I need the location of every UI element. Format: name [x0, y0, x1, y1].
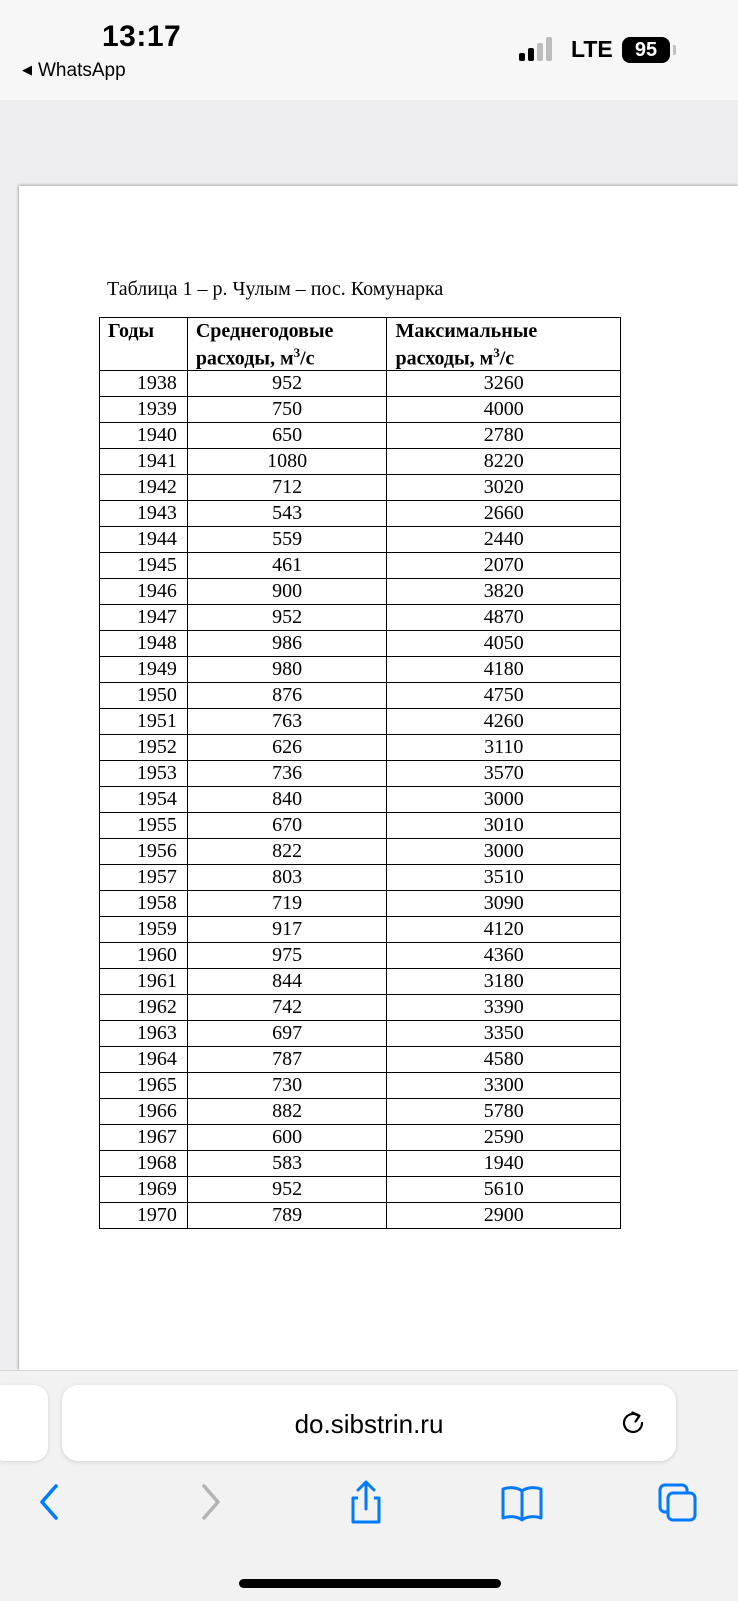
header-max-discharge: Максимальные расходы, $м^3/с$ — [387, 318, 621, 371]
table-row — [100, 968, 621, 994]
table-row — [100, 396, 621, 422]
table-row — [100, 370, 621, 396]
table-row — [100, 1046, 621, 1072]
cell-mean-discharge: 980 — [187, 656, 387, 682]
cell-max-discharge: 5780 — [387, 1098, 621, 1124]
header-mean-discharge: Среднегодовые расходы, $м^3/с$ — [187, 318, 387, 371]
cell-max-discharge: 2070 — [387, 552, 621, 578]
table-row — [100, 1150, 621, 1176]
cell-mean-discharge: 650 — [187, 422, 387, 448]
cell-mean-discharge: 583 — [187, 1150, 387, 1176]
reload-icon[interactable] — [618, 1408, 648, 1438]
table-row — [100, 1072, 621, 1098]
back-app-label: WhatsApp — [38, 60, 126, 81]
url-text: do.sibstrin.ru — [294, 1409, 444, 1439]
cell-max-discharge: 3350 — [387, 1020, 621, 1046]
table-row — [100, 786, 621, 812]
cell-max-discharge: 4580 — [387, 1046, 621, 1072]
table-row — [100, 448, 621, 474]
address-bar[interactable] — [62, 1385, 676, 1461]
table-row — [100, 838, 621, 864]
battery-tip — [673, 45, 676, 55]
cell-year: 1969 — [100, 1176, 188, 1202]
table-row — [100, 994, 621, 1020]
cell-mean-discharge: 917 — [187, 916, 387, 942]
forward-chevron-icon[interactable] — [188, 1478, 232, 1526]
bookmarks-icon[interactable] — [500, 1478, 544, 1526]
cell-max-discharge: 3110 — [387, 734, 621, 760]
table-row — [100, 682, 621, 708]
cell-mean-discharge: 975 — [187, 942, 387, 968]
cell-max-discharge: 3260 — [387, 370, 621, 396]
cell-year: 1968 — [100, 1150, 188, 1176]
cell-mean-discharge: 844 — [187, 968, 387, 994]
cell-max-discharge: 4050 — [387, 630, 621, 656]
cell-year: 1939 — [100, 396, 188, 422]
cell-max-discharge: 3820 — [387, 578, 621, 604]
table-row — [100, 812, 621, 838]
cell-max-discharge: 4120 — [387, 916, 621, 942]
cell-year: 1963 — [100, 1020, 188, 1046]
cell-year: 1950 — [100, 682, 188, 708]
header-years: Годы — [100, 318, 188, 371]
cell-mean-discharge: 742 — [187, 994, 387, 1020]
cell-max-discharge: 3510 — [387, 864, 621, 890]
cell-mean-discharge: 719 — [187, 890, 387, 916]
cell-year: 1951 — [100, 708, 188, 734]
cell-max-discharge: 2590 — [387, 1124, 621, 1150]
cell-year: 1944 — [100, 526, 188, 552]
cell-year: 1953 — [100, 760, 188, 786]
cell-mean-discharge: 600 — [187, 1124, 387, 1150]
cell-max-discharge: 1940 — [387, 1150, 621, 1176]
cell-mean-discharge: 461 — [187, 552, 387, 578]
table-row — [100, 552, 621, 578]
cell-mean-discharge: 789 — [187, 1202, 387, 1228]
home-indicator — [239, 1579, 501, 1588]
table-body — [100, 370, 621, 1228]
cell-max-discharge: 2780 — [387, 422, 621, 448]
share-icon[interactable] — [344, 1478, 388, 1526]
cell-year: 1945 — [100, 552, 188, 578]
cell-max-discharge: 3000 — [387, 786, 621, 812]
cell-year: 1948 — [100, 630, 188, 656]
table-row — [100, 1202, 621, 1228]
cell-mean-discharge: 787 — [187, 1046, 387, 1072]
discharge-table — [99, 317, 621, 1229]
cell-year: 1955 — [100, 812, 188, 838]
tabs-icon[interactable] — [656, 1478, 700, 1526]
cell-mean-discharge: 712 — [187, 474, 387, 500]
cell-mean-discharge: 750 — [187, 396, 387, 422]
cell-year: 1959 — [100, 916, 188, 942]
cell-year: 1956 — [100, 838, 188, 864]
cell-max-discharge: 4180 — [387, 656, 621, 682]
table-row — [100, 708, 621, 734]
network-type: LTE — [571, 36, 613, 62]
cell-max-discharge: 4260 — [387, 708, 621, 734]
cell-max-discharge: 3090 — [387, 890, 621, 916]
table-header-row — [100, 318, 621, 371]
back-chevron-icon[interactable] — [28, 1478, 72, 1526]
cell-max-discharge: 2660 — [387, 500, 621, 526]
cell-mean-discharge: 882 — [187, 1098, 387, 1124]
cell-year: 1943 — [100, 500, 188, 526]
table-row — [100, 604, 621, 630]
cell-mean-discharge: 1080 — [187, 448, 387, 474]
cell-max-discharge: 4360 — [387, 942, 621, 968]
cell-max-discharge: 4000 — [387, 396, 621, 422]
table-row — [100, 890, 621, 916]
table-row — [100, 1124, 621, 1150]
cell-year: 1964 — [100, 1046, 188, 1072]
cell-year: 1960 — [100, 942, 188, 968]
cell-max-discharge: 2440 — [387, 526, 621, 552]
cell-max-discharge: 3300 — [387, 1072, 621, 1098]
cell-year: 1957 — [100, 864, 188, 890]
cell-mean-discharge: 670 — [187, 812, 387, 838]
cell-max-discharge: 3180 — [387, 968, 621, 994]
back-triangle-icon: ◀ — [22, 62, 32, 77]
table-row — [100, 916, 621, 942]
cell-max-discharge: 8220 — [387, 448, 621, 474]
table-caption: Таблица 1 – р. Чулым – пос. Комунарка — [107, 278, 444, 300]
previous-tab-preview[interactable] — [0, 1385, 48, 1461]
cell-mean-discharge: 543 — [187, 500, 387, 526]
cell-max-discharge: 4870 — [387, 604, 621, 630]
table-row — [100, 760, 621, 786]
cell-max-discharge: 2900 — [387, 1202, 621, 1228]
cell-max-discharge: 3010 — [387, 812, 621, 838]
cell-max-discharge: 3020 — [387, 474, 621, 500]
cell-mean-discharge: 876 — [187, 682, 387, 708]
cell-mean-discharge: 952 — [187, 1176, 387, 1202]
table-row — [100, 1020, 621, 1046]
cell-year: 1966 — [100, 1098, 188, 1124]
table-row — [100, 656, 621, 682]
table-row — [100, 422, 621, 448]
cell-mean-discharge: 559 — [187, 526, 387, 552]
cell-max-discharge: 4750 — [387, 682, 621, 708]
cell-year: 1961 — [100, 968, 188, 994]
cell-mean-discharge: 952 — [187, 604, 387, 630]
cell-year: 1942 — [100, 474, 188, 500]
table-row — [100, 864, 621, 890]
table-row — [100, 1098, 621, 1124]
table-row — [100, 734, 621, 760]
cellular-signal-icon — [519, 37, 557, 61]
cell-max-discharge: 3570 — [387, 760, 621, 786]
cell-year: 1970 — [100, 1202, 188, 1228]
cell-year: 1940 — [100, 422, 188, 448]
table-row — [100, 1176, 621, 1202]
cell-year: 1946 — [100, 578, 188, 604]
table-row — [100, 500, 621, 526]
cell-year: 1938 — [100, 370, 188, 396]
cell-year: 1949 — [100, 656, 188, 682]
cell-mean-discharge: 763 — [187, 708, 387, 734]
cell-mean-discharge: 986 — [187, 630, 387, 656]
cell-max-discharge: 5610 — [387, 1176, 621, 1202]
cell-mean-discharge: 626 — [187, 734, 387, 760]
status-time: 13:17 — [102, 20, 182, 53]
table-row — [100, 942, 621, 968]
cell-year: 1952 — [100, 734, 188, 760]
cell-year: 1954 — [100, 786, 188, 812]
cell-year: 1941 — [100, 448, 188, 474]
cell-max-discharge: 3000 — [387, 838, 621, 864]
cell-mean-discharge: 822 — [187, 838, 387, 864]
cell-max-discharge: 3390 — [387, 994, 621, 1020]
table-row — [100, 526, 621, 552]
cell-year: 1965 — [100, 1072, 188, 1098]
cell-mean-discharge: 730 — [187, 1072, 387, 1098]
battery-icon: 95 — [622, 37, 670, 63]
cell-year: 1947 — [100, 604, 188, 630]
cell-year: 1958 — [100, 890, 188, 916]
cell-mean-discharge: 736 — [187, 760, 387, 786]
table-row — [100, 630, 621, 656]
cell-mean-discharge: 803 — [187, 864, 387, 890]
cell-year: 1967 — [100, 1124, 188, 1150]
back-to-app-link[interactable] — [22, 60, 126, 82]
cell-mean-discharge: 952 — [187, 370, 387, 396]
cell-mean-discharge: 697 — [187, 1020, 387, 1046]
cell-mean-discharge: 840 — [187, 786, 387, 812]
cell-mean-discharge: 900 — [187, 578, 387, 604]
cell-year: 1962 — [100, 994, 188, 1020]
table-row — [100, 578, 621, 604]
status-bar — [0, 0, 738, 100]
table-row — [100, 474, 621, 500]
